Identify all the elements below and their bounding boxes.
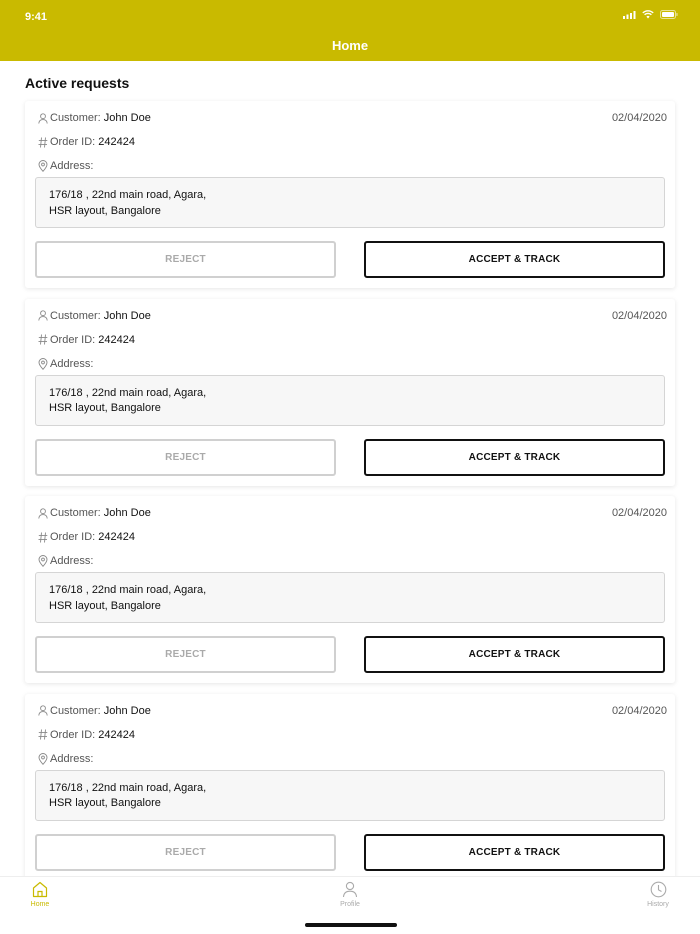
status-icons bbox=[623, 10, 678, 19]
user-icon bbox=[37, 705, 48, 717]
order-id-value: 242424 bbox=[98, 136, 135, 148]
hash-icon bbox=[37, 729, 48, 741]
reject-button[interactable]: REJECT bbox=[35, 241, 336, 278]
address-row bbox=[37, 753, 93, 765]
tab-home[interactable] bbox=[10, 881, 70, 908]
order-id-label: Order ID: bbox=[50, 333, 96, 346]
customer-row bbox=[37, 310, 151, 322]
hash-icon bbox=[37, 136, 48, 148]
status-time: 9:41 bbox=[25, 11, 48, 23]
request-date: 02/04/2020 bbox=[611, 309, 667, 322]
profile-icon bbox=[342, 881, 358, 898]
address-line-2: HSR layout, Bangalore bbox=[49, 797, 161, 809]
battery-icon bbox=[660, 10, 678, 19]
section-title: Active requests bbox=[25, 75, 130, 91]
location-pin-icon bbox=[37, 160, 48, 172]
address-row bbox=[37, 358, 93, 370]
address-label: Address: bbox=[50, 357, 94, 370]
order-row bbox=[37, 531, 135, 543]
location-pin-icon bbox=[37, 555, 48, 567]
customer-label: Customer: bbox=[50, 507, 101, 519]
address-line-2: HSR layout, Bangalore bbox=[49, 599, 161, 612]
customer-label: Customer: bbox=[50, 704, 101, 717]
location-pin-icon bbox=[37, 358, 48, 370]
hash-icon bbox=[37, 334, 48, 346]
address-label: Address: bbox=[50, 160, 94, 172]
request-list bbox=[25, 101, 675, 891]
order-id-value: 242424 bbox=[98, 531, 135, 543]
request-card bbox=[25, 694, 675, 881]
address-line-2: HSR layout, Bangalore bbox=[49, 204, 161, 217]
address-line-1: 176/18 , 22nd main road, Agara, bbox=[49, 386, 207, 399]
address-box bbox=[35, 375, 665, 426]
order-row bbox=[37, 334, 135, 346]
home-indicator bbox=[305, 923, 397, 927]
address-line-2: HSR layout, Bangalore bbox=[49, 402, 161, 414]
user-icon bbox=[37, 112, 48, 124]
address-box bbox=[35, 177, 665, 228]
request-card bbox=[25, 496, 675, 683]
location-pin-icon bbox=[37, 753, 48, 765]
user-icon bbox=[37, 507, 48, 519]
request-date: 02/04/2020 bbox=[611, 507, 667, 519]
customer-row bbox=[37, 507, 151, 519]
reject-button[interactable]: REJECT bbox=[35, 439, 336, 476]
request-card bbox=[25, 299, 675, 486]
address-box bbox=[35, 770, 665, 821]
address-label: Address: bbox=[50, 752, 94, 765]
customer-name: John Doe bbox=[103, 309, 151, 322]
address-box bbox=[35, 572, 665, 623]
address-line-1: 176/18 , 22nd main road, Agara, bbox=[49, 189, 207, 201]
signal-icon bbox=[623, 11, 636, 19]
customer-label: Customer: bbox=[50, 112, 101, 124]
customer-label: Customer: bbox=[50, 309, 101, 322]
accept-track-button[interactable]: ACCEPT & TRACK bbox=[364, 439, 665, 476]
address-line-1: 176/18 , 22nd main road, Agara, bbox=[49, 584, 207, 596]
request-date: 02/04/2020 bbox=[611, 112, 667, 124]
page-title: Home bbox=[331, 38, 369, 53]
tab-profile[interactable] bbox=[320, 881, 380, 908]
request-card bbox=[25, 101, 675, 288]
accept-track-button[interactable]: ACCEPT & TRACK bbox=[364, 241, 665, 278]
tab-home-label: Home bbox=[30, 901, 50, 908]
accept-track-button[interactable]: ACCEPT & TRACK bbox=[364, 834, 665, 871]
order-id-label: Order ID: bbox=[50, 136, 96, 148]
customer-row bbox=[37, 705, 151, 717]
accept-track-button[interactable]: ACCEPT & TRACK bbox=[364, 636, 665, 673]
wifi-icon bbox=[642, 10, 654, 19]
order-id-label: Order ID: bbox=[50, 728, 96, 741]
order-id-value: 242424 bbox=[98, 333, 135, 346]
user-icon bbox=[37, 310, 48, 322]
tab-profile-label: Profile bbox=[340, 901, 360, 908]
tab-history-label: History bbox=[647, 901, 669, 908]
request-date: 02/04/2020 bbox=[611, 704, 667, 717]
order-row bbox=[37, 729, 135, 741]
reject-button[interactable]: REJECT bbox=[35, 636, 336, 673]
app-header bbox=[0, 0, 700, 61]
address-line-1: 176/18 , 22nd main road, Agara, bbox=[49, 781, 207, 794]
customer-name: John Doe bbox=[103, 112, 151, 124]
reject-button[interactable]: REJECT bbox=[35, 834, 336, 871]
address-row bbox=[37, 555, 93, 567]
address-row bbox=[37, 160, 93, 172]
order-id-label: Order ID: bbox=[50, 531, 96, 543]
order-row bbox=[37, 136, 135, 148]
tab-history[interactable] bbox=[628, 881, 688, 908]
clock-icon bbox=[650, 881, 667, 898]
hash-icon bbox=[37, 531, 48, 543]
address-label: Address: bbox=[50, 555, 94, 567]
customer-name: John Doe bbox=[103, 704, 151, 717]
customer-row bbox=[37, 112, 151, 124]
order-id-value: 242424 bbox=[98, 728, 135, 741]
customer-name: John Doe bbox=[103, 507, 151, 519]
home-icon bbox=[32, 881, 48, 898]
